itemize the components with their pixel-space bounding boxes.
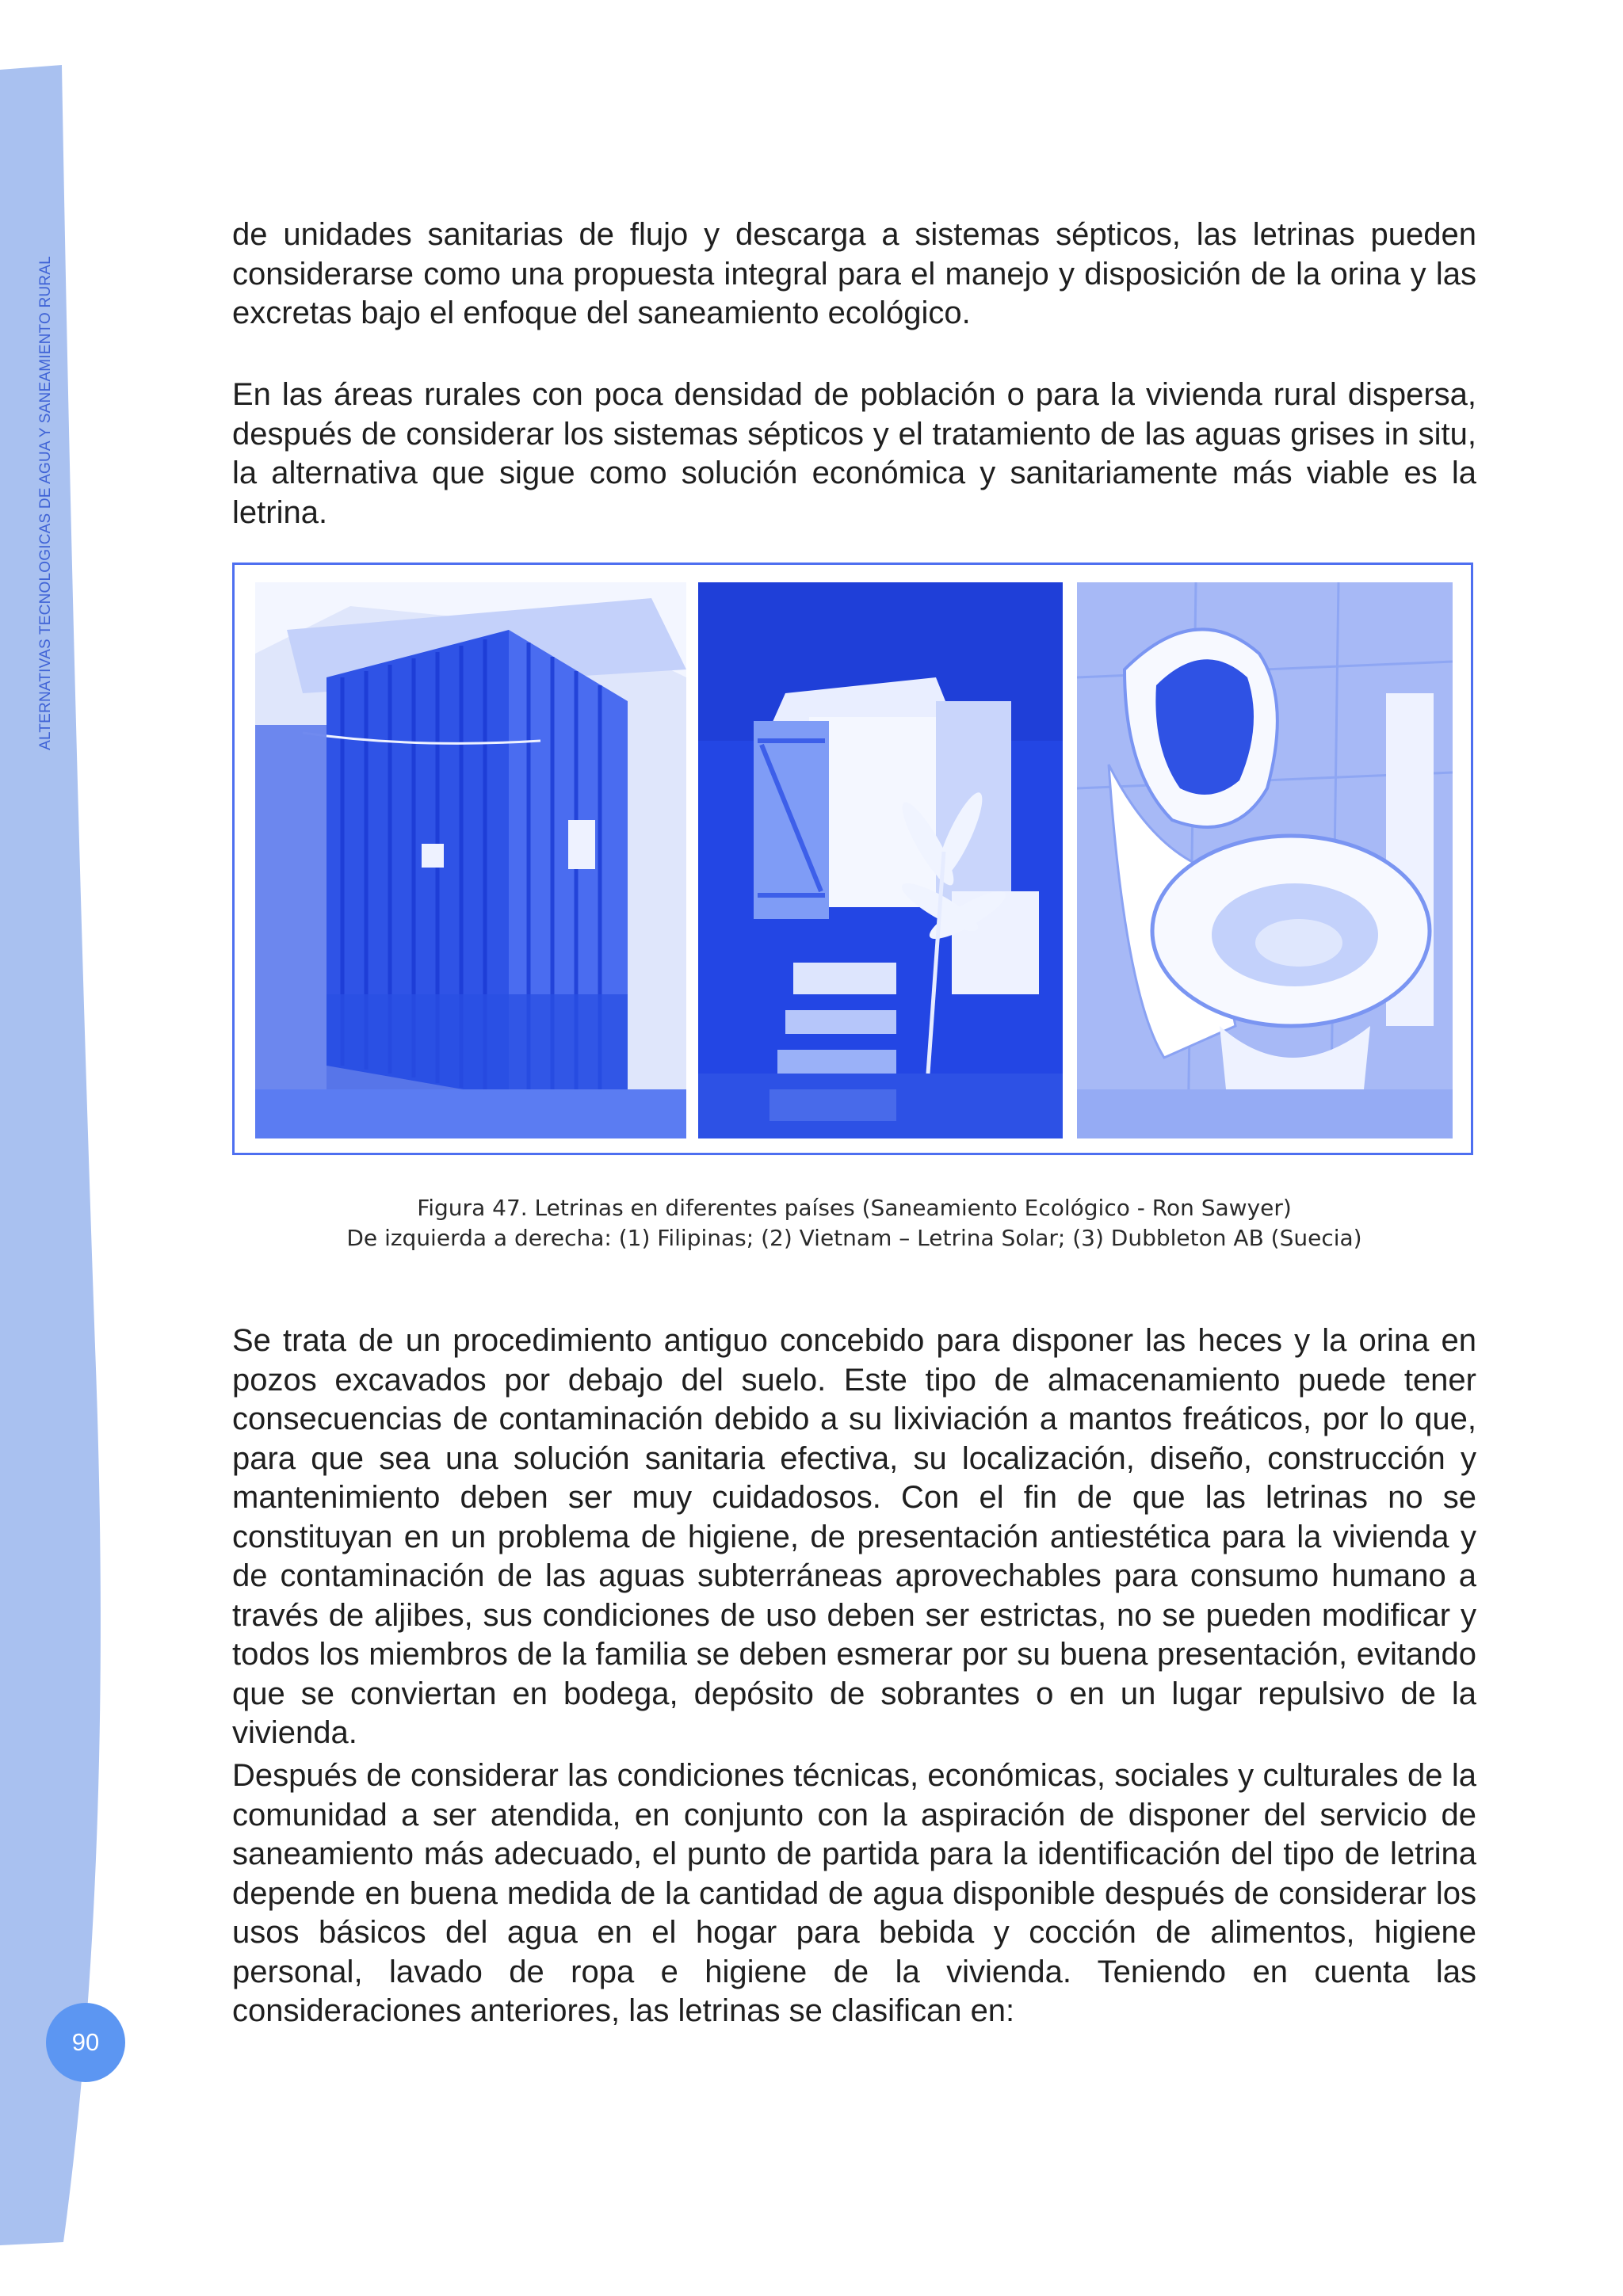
caption-line-1: Figura 47. Letrinas en diferentes países (Saneamiento Ecológico - Ron Sawyer): [417, 1195, 1292, 1221]
figure-caption: [232, 1193, 1476, 1253]
figure-47-photos: [232, 563, 1473, 1155]
body-paragraph-3: Se trata de un procedimiento antiguo concebido para disponer las heces y la orina en pozos excavados por debajo del suelo. Este tipo de almacenamiento puede tener consecuencias de contaminación debido a su lixiviación a mantos freáticos, por lo que, para que sea una solución sanitaria efectiva, su localización, diseño, construcción y mantenimiento deben ser muy cuidadosos. Con el fin de que las letrinas no se constituyan en un problema de higiene, de presentación antiestética para la vivienda y de contaminación de las aguas subterráneas aprovechables para consumo humano a través de aljibes, sus condiciones de uso deben ser estrictas, no se pueden modificar y todos los miembros de la familia se deben esmerar por su buena presentación, evitando que se conviertan en bodega, depósito de sobrantes o en un lugar repulsivo de la vivienda.: [232, 1323, 1476, 1750]
body-paragraph-1: de unidades sanitarias de flujo y descarga a sistemas sépticos, las letrinas pueden considerarse como una propuesta integral para el manejo y disposición de la orina y las excretas bajo el enfoque del saneamiento ecológico.: [232, 217, 1476, 330]
page-number: 90: [71, 2028, 100, 2056]
photo-solar-latrine-vietnam: [698, 582, 1063, 1138]
side-running-title: [33, 218, 59, 788]
photo-toilet-dubbleton-sweden: [1077, 582, 1453, 1138]
side-band: [0, 0, 127, 2296]
body-paragraph-4: Después de considerar las condiciones técnicas, económicas, sociales y culturales de la comunidad a ser atendida, en conjunto con la aspiración de disponer del servicio de saneamiento más adecuado, el punto de partida para la identificación del tipo de letrina depende en buena medida de la cantidad de agua disponible después de considerar los usos básicos del agua en el hogar para bebida y cocción de alimentos, higiene personal, lavado de ropa e higiene de la vivienda. Teniendo en cuenta las consideraciones anteriores, las letrinas se clasifican en:: [232, 1758, 1476, 2028]
page-number-badge: [46, 2003, 125, 2082]
body-paragraph-2: En las áreas rurales con poca densidad de población o para la vivienda rural dispersa, después de considerar los sistemas sépticos y el tratamiento de las aguas grises in situ, la alternativa que sigue como solución económica y sanitariamente más viable es la letrina.: [232, 377, 1476, 530]
caption-line-2: De izquierda a derecha: (1) Filipinas; (2) Vietnam – Letrina Solar; (3) Dubbleton AB (Suecia): [346, 1225, 1362, 1251]
side-title-text: ALTERNATIVAS TECNOLOGICAS DE AGUA Y SANEAMIENTO RURAL: [37, 256, 55, 750]
photo-latrine-philippines: [255, 582, 686, 1138]
